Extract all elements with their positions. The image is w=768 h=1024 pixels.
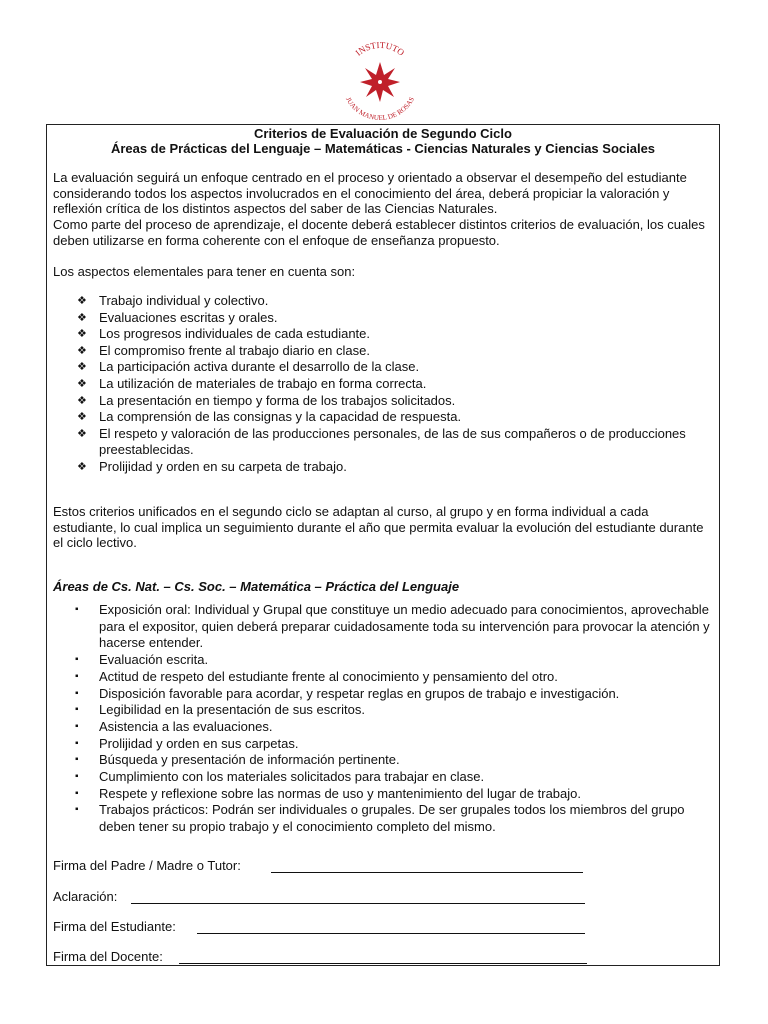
signature-student [53,919,715,937]
red-star-icon [360,62,400,102]
list-item: ❖ Evaluaciones escritas y orales. [77,309,278,325]
institute-logo [330,40,430,120]
list-item: ▪ Prolijidad y orden en sus carpetas. [75,735,299,751]
list-item: ▪ Trabajos prácticos: Podrán ser individuales o grupales. De ser grupales todos los miembros del grupo deben tener su propio trabajo y el conocimiento completo del mismo. [75,802,685,835]
areas-title: Áreas de Cs. Nat. – Cs. Soc. – Matemática – Práctica del Lenguaje [53,579,460,594]
list-item: ❖ Prolijidad y orden en su carpeta de trabajo. [77,458,347,474]
list-item: ❖ Los progresos individuales de cada estudiante. [77,326,371,342]
diamond-bullet-icon: ❖ [77,427,87,440]
signature-teacher [53,949,715,967]
list-item: ❖ La presentación en tiempo y forma de los trabajos solicitados. [77,392,456,408]
list-item: ❖ El compromiso frente al trabajo diario en clase. [77,342,370,358]
intro-paragraph: La evaluación seguirá un enfoque centrado en el proceso y orientado a observar el desempeño del estudiante considerando todos los aspectos involucrados en el conocimiento del área, deberá propiciar la valoración y reflexión crítica de los distintos aspectos del saber de las Ciencias Naturales. [53,170,687,216]
list-item: ❖ La participación activa durante el desarrollo de la clase. [77,359,420,375]
signature-clarification [53,889,715,907]
diamond-bullet-icon: ❖ [77,394,87,407]
diamond-bullet-icon: ❖ [77,460,87,473]
diamond-bullet-icon: ❖ [77,328,87,341]
areas-list [53,602,715,836]
signature-teacher-line[interactable] [179,963,587,964]
signature-parent-label: Firma del Padre / Madre o Tutor: [53,858,241,873]
square-bullet-icon: ▪ [75,720,79,732]
diamond-bullet-icon: ❖ [77,377,87,390]
list-item: ▪ Búsqueda y presentación de información pertinente. [75,752,400,768]
diamond-bullet-icon: ❖ [77,411,87,424]
square-bullet-icon: ▪ [75,704,79,716]
list-item: ❖ La comprensión de las consignas y la capacidad de respuesta. [77,409,462,425]
document-title: Criterios de Evaluación de Segundo Ciclo [254,126,512,141]
aspects-list [53,293,715,476]
square-bullet-icon: ▪ [75,654,79,666]
square-bullet-icon: ▪ [75,771,79,783]
list-item: ❖ La utilización de materiales de trabajo en forma correcta. [77,375,427,391]
diamond-bullet-icon: ❖ [77,344,87,357]
diamond-bullet-icon: ❖ [77,361,87,374]
list-item: ▪ Exposición oral: Individual y Grupal que constituye un medio adecuado para conocimientos, aprovechable para el expositor, quien deberá preparar cuidadosamente toda su intervención para provocar la atención y hacerse entender. [75,602,710,651]
list-item: ▪ Asistencia a las evaluaciones. [75,718,273,734]
square-bullet-icon: ▪ [75,787,79,799]
square-bullet-icon: ▪ [75,754,79,766]
signature-parent-line[interactable] [271,872,583,873]
square-bullet-icon: ▪ [75,670,79,682]
logo-top-text: INSTITUTO [353,40,407,58]
signature-clarification-label: Aclaración: [53,889,118,904]
list-item: ▪ Disposición favorable para acordar, y respetar reglas en grupos de trabajo e investigación. [75,685,620,701]
list-item: ▪ Respete y reflexione sobre las normas de uso y mantenimiento del lugar de trabajo. [75,785,581,801]
logo-bottom-text: JUAN MANUEL DE ROSAS [344,95,416,120]
signature-clarification-line[interactable] [131,903,585,904]
intro-paragraph-2: Como parte del proceso de aprendizaje, el docente deberá establecer distintos criterios de evaluación, los cuales deben utilizarse en forma coherente con el enfoque de enseñanza propuesto. [53,217,705,248]
signature-teacher-label: Firma del Docente: [53,949,163,964]
evaluation-document [46,124,720,966]
list-item: ▪ Cumplimiento con los materiales solicitados para trabajar en clase. [75,769,485,785]
list-item: ❖ El respeto y valoración de las producciones personales, de las de sus compañeros o de producciones preestablecidas. [77,425,686,458]
signature-student-label: Firma del Estudiante: [53,919,176,934]
square-bullet-icon: ▪ [75,737,79,749]
criteria-note: Estos criterios unificados en el segundo ciclo se adaptan al curso, al grupo y en forma individual a cada estudiante, lo cual implica un seguimiento durante el año que permita evaluar la evolución del estudiante durante el ciclo lectivo. [53,504,704,550]
list-item: ▪ Legibilidad en la presentación de sus escritos. [75,702,365,718]
aspects-intro: Los aspectos elementales para tener en cuenta son: [53,264,356,279]
diamond-bullet-icon: ❖ [77,311,87,324]
square-bullet-icon: ▪ [75,804,79,816]
square-bullet-icon: ▪ [75,687,79,699]
square-bullet-icon: ▪ [75,604,79,615]
diamond-bullet-icon: ❖ [77,295,87,307]
signature-parent [53,858,715,876]
list-item: ▪ Actitud de respeto del estudiante frente al conocimiento y pensamiento del otro. [75,668,558,684]
list-item: ▪ Evaluación escrita. [75,652,209,668]
document-subtitle: Áreas de Prácticas del Lenguaje – Matemáticas - Ciencias Naturales y Ciencias Sociales [110,141,656,156]
list-item: ❖ Trabajo individual y colectivo. [77,293,269,308]
signature-student-line[interactable] [197,933,585,934]
